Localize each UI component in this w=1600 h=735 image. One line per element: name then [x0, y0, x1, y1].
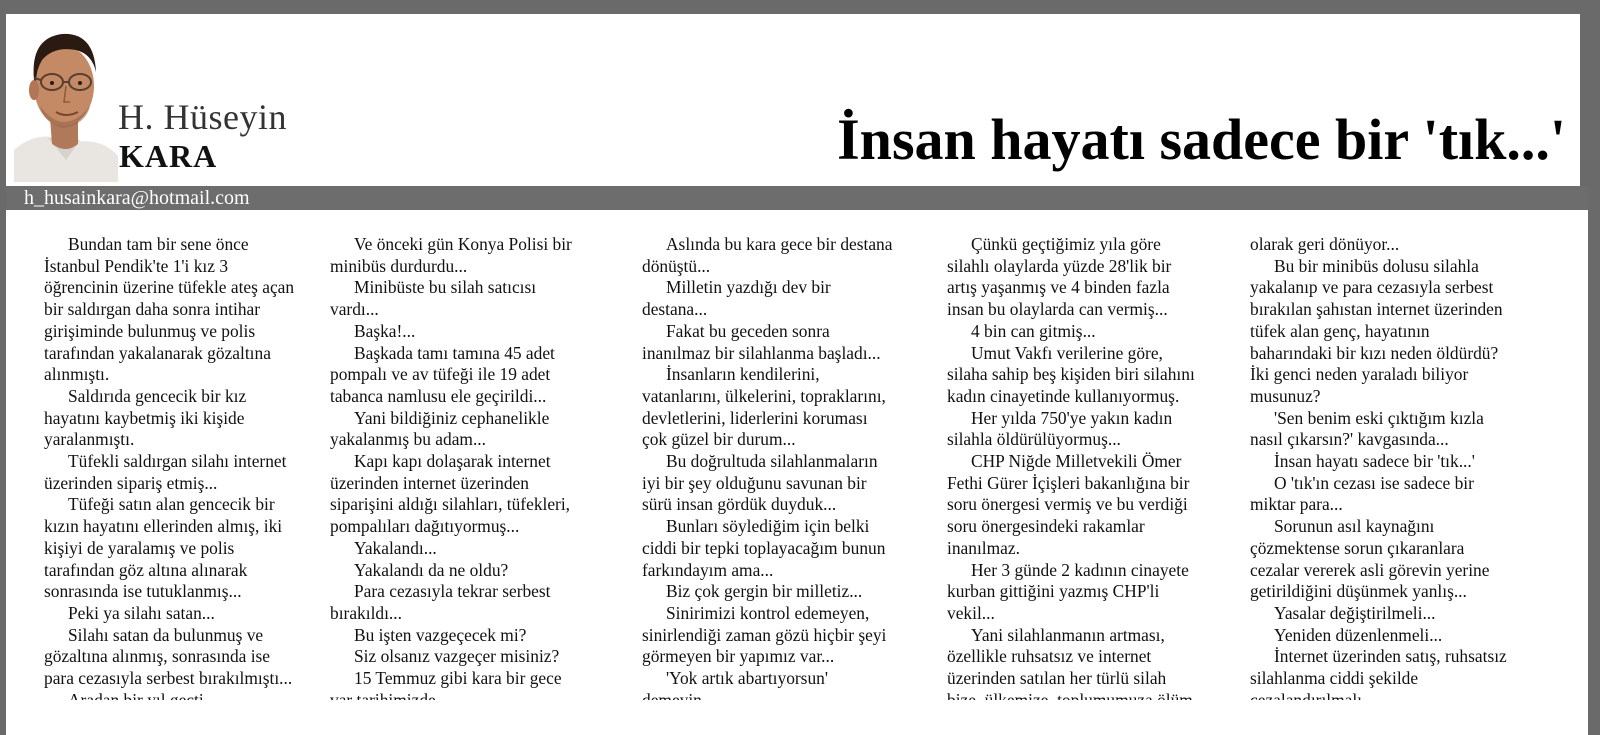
author-email[interactable]: h_husainkara@hotmail.com — [24, 187, 250, 209]
article-line: Çünkü geçtiğimiz yıla göre — [971, 234, 1161, 254]
article-line: farkındayım ama... — [642, 559, 774, 580]
article-line: 15 Temmuz gibi kara bir gece — [354, 668, 562, 689]
article-line: olarak geri dönüyor... — [1250, 234, 1400, 254]
article-line: Yakalandı... — [354, 537, 437, 558]
article-line: Yani bildiğiniz cephanelikle — [354, 407, 550, 428]
article-line: pompalı ve av tüfeği ile 19 adet — [330, 364, 551, 385]
article-line: pompalıları dağıtıyormuş... — [330, 516, 520, 537]
article-line: İki genci neden yaraladı biliyor — [1250, 364, 1469, 385]
article-line: Tüfekli saldırgan silahı internet — [68, 451, 287, 472]
article-line: Minibüste bu silah satıcısı — [354, 277, 537, 298]
article-line: Yani silahlanmanın artması, — [971, 624, 1165, 645]
article-line: CHP Niğde Milletvekili Ömer — [971, 451, 1182, 472]
article-line: görmeyen bir yapımız var... — [642, 646, 835, 667]
article-line: silahlı olaylarda yüzde 28'lik bir — [947, 255, 1172, 276]
article-line: 'Yok artık abartıyorsun' — [666, 668, 828, 689]
text-column-2 — [330, 234, 630, 711]
article-line: çok güzel bir durum... — [642, 429, 796, 450]
author-first-name: H. Hüseyin — [118, 97, 287, 137]
article-line: tabanca namlusu ele geçirildi... — [330, 385, 547, 406]
article-body — [6, 210, 1588, 700]
author-email-bar — [6, 186, 1588, 210]
article-line: musunuz? — [1250, 385, 1321, 406]
article-line: silahla öldürülüyormuş... — [947, 429, 1121, 450]
article-line: üzerinden internet üzerinden — [330, 472, 529, 493]
article-line: soru önergesi vermiş ve bu verdiği — [947, 494, 1188, 515]
article-line: artış yaşanmış ve 4 binden fazla — [947, 277, 1170, 298]
text-column-5 — [1250, 234, 1550, 711]
article-line: kadın cinayetinde kullanıyormuş. — [947, 385, 1180, 406]
article-line: sonrasında ise tutuklanmış... — [44, 581, 242, 602]
article-line: Kapı kapı dolaşarak internet — [354, 451, 551, 472]
article-line: İnsanların kendilerini, — [666, 364, 820, 385]
article-line: inanılmaz. — [947, 537, 1020, 558]
article-line: Peki ya silahı satan... — [68, 602, 215, 623]
author-photo — [14, 20, 118, 182]
article-line: Milletin yazdığı dev bir — [666, 277, 831, 298]
column-header — [6, 14, 1580, 186]
article-line: çözmektense sorun çıkaranlara — [1250, 537, 1465, 558]
article-line: İnternet üzerinden satış, ruhsatsız — [1274, 646, 1507, 667]
article-line: kişiyi de yaralamış ve polis — [44, 537, 235, 558]
article-line: miktar para... — [1250, 494, 1343, 515]
article-line: Bu bir minibüs dolusu silahla — [1274, 255, 1479, 276]
article-line: devletlerini, liderlerini koruması — [642, 407, 868, 428]
article-line: Ve önceki gün Konya Polisi bir — [354, 234, 572, 254]
article-line: getirildiğini düşünmek yanlış... — [1250, 581, 1467, 602]
article-line: Yasalar değiştirilmeli... — [1274, 602, 1436, 623]
top-border — [0, 0, 1600, 8]
article-line: bir saldırgan daha sonra intihar — [44, 299, 261, 320]
article-line: destana... — [642, 299, 708, 320]
article-line: iyi bir şey olduğunu savunan bir — [642, 472, 867, 493]
article-line: cezalar vererek asli görevin yerine — [1250, 559, 1490, 580]
article-line: dönüştü... — [642, 255, 711, 276]
author-last-name: KARA — [119, 138, 218, 174]
article-line: İnsan hayatı sadece bir 'tık...' — [1274, 451, 1475, 472]
bottom-margin — [6, 700, 1588, 735]
article-line: vardı... — [330, 299, 379, 320]
article-line: Biz çok gergin bir milletiz... — [666, 581, 863, 602]
article-line: yaralanmıştı. — [44, 429, 135, 450]
article-line: baharındaki bir kızı neden öldürdü? — [1250, 342, 1499, 363]
text-column-1 — [44, 234, 344, 711]
article-line: Umut Vakfı verilerine göre, — [971, 342, 1163, 363]
right-border — [1582, 8, 1592, 186]
article-line: Aslında bu kara gece bir destana — [666, 234, 893, 254]
article-line: Bu doğrultuda silahlanmaların — [666, 451, 878, 472]
article-line: İstanbul Pendik'te 1'i kız 3 — [44, 255, 229, 276]
article-line: inanılmaz bir silahlanma başladı... — [642, 342, 881, 363]
article-line: Silahı satan da bulunmuş ve — [68, 624, 264, 645]
article-line: siparişini aldığı silahları, tüfekleri, — [330, 494, 571, 515]
article-line: Siz olsanız vazgeçer misiniz? — [354, 646, 560, 667]
article-headline: İnsan hayatı sadece bir 'tık...' — [837, 107, 1566, 172]
article-line: nasıl çıkarsın?' kavgasında... — [1250, 429, 1449, 450]
article-line: kurban gittiğini yazmış CHP'li — [947, 581, 1160, 602]
article-line: soru önergesindeki rakamlar — [947, 516, 1145, 537]
article-line: Para cezasıyla tekrar serbest — [354, 581, 551, 602]
article-line: hayatını kaybetmiş iki kişide — [44, 407, 245, 428]
article-line: Başkada tamı tamına 45 adet — [354, 342, 555, 363]
article-line: Bundan tam bir sene önce — [68, 234, 249, 254]
article-line: Bunları söylediğim için belki — [666, 516, 870, 537]
article-line: Sorunun asıl kaynağını — [1274, 516, 1435, 537]
article-line: 'Sen benim eski çıktığım kızla — [1274, 407, 1484, 428]
article-line: Tüfeği satın alan gencecik bir — [68, 494, 275, 515]
article-line: Sinirimizi kontrol edemeyen, — [666, 602, 870, 623]
article-line: özellikle ruhsatsız ve internet — [947, 646, 1152, 667]
article-line: Her yılda 750'ye yakın kadın — [971, 407, 1173, 428]
article-line: sinirlendiği zaman gözü hiçbir şeyi — [642, 624, 887, 645]
article-line: tüfek alan genç, hayatının — [1250, 320, 1430, 341]
article-line: alınmıştı. — [44, 364, 110, 385]
article-line: vekil... — [947, 602, 995, 623]
article-line: para cezasıyla serbest bırakılmıştı... — [44, 668, 293, 689]
article-line: tarafından göz altına alınarak — [44, 559, 248, 580]
article-line: O 'tık'ın cezası ise sadece bir — [1274, 472, 1474, 493]
text-column-4 — [947, 234, 1247, 711]
article-line: yakalanmış bu adam... — [330, 429, 486, 450]
article-line: üzerinden sipariş etmiş... — [44, 472, 218, 493]
article-line: Fakat bu geceden sonra — [666, 320, 830, 341]
article-line: bırakıldı... — [330, 602, 402, 623]
article-line: üzerinden satılan her türlü silah — [947, 668, 1167, 689]
article-line: tarafından yakalanarak gözaltına — [44, 342, 271, 363]
article-line: Yakalandı da ne oldu? — [354, 559, 509, 580]
article-line: ciddi bir tepki toplayacağım bunun — [642, 537, 886, 558]
article-line: silahlanma ciddi şekilde — [1250, 668, 1419, 689]
article-line: vatanlarını, ülkelerini, topraklarını, — [642, 385, 886, 406]
article-line: insan bu olaylarda can vermiş... — [947, 299, 1168, 320]
article-line: öğrencinin üzerine tüfekle ateş açan — [44, 277, 295, 298]
article-line: 4 bin can gitmiş... — [971, 320, 1096, 341]
author-portrait-image — [14, 20, 118, 182]
article-line: Her 3 günde 2 kadının cinayete — [971, 559, 1189, 580]
article-line: gözaltına alınmış, sonrasında ise — [44, 646, 271, 667]
article-line: girişiminde bulunmuş ve polis — [44, 320, 256, 341]
article-line: Saldırıda gencecik bir kız — [68, 385, 247, 406]
article-line: yakalanıp ve para cezasıyla serbest — [1250, 277, 1494, 298]
article-line: minibüs durdurdu... — [330, 255, 468, 276]
article-line: Bu işten vazgeçecek mi? — [354, 624, 527, 645]
article-line: Fethi Gürer İçişleri bakanlığına bir — [947, 472, 1190, 493]
article-line: kızın hayatını ellerinden almış, iki — [44, 516, 283, 537]
article-line: Yeniden düzenlenmeli... — [1274, 624, 1443, 645]
article-line: bırakılan şahıstan internet üzerinden — [1250, 299, 1503, 320]
text-column-3 — [642, 234, 942, 711]
article-line: sürü insan gördük duyduk... — [642, 494, 837, 515]
article-line: silaha sahip beş kişiden biri silahını — [947, 364, 1195, 385]
article-line: Başka!... — [354, 320, 416, 341]
